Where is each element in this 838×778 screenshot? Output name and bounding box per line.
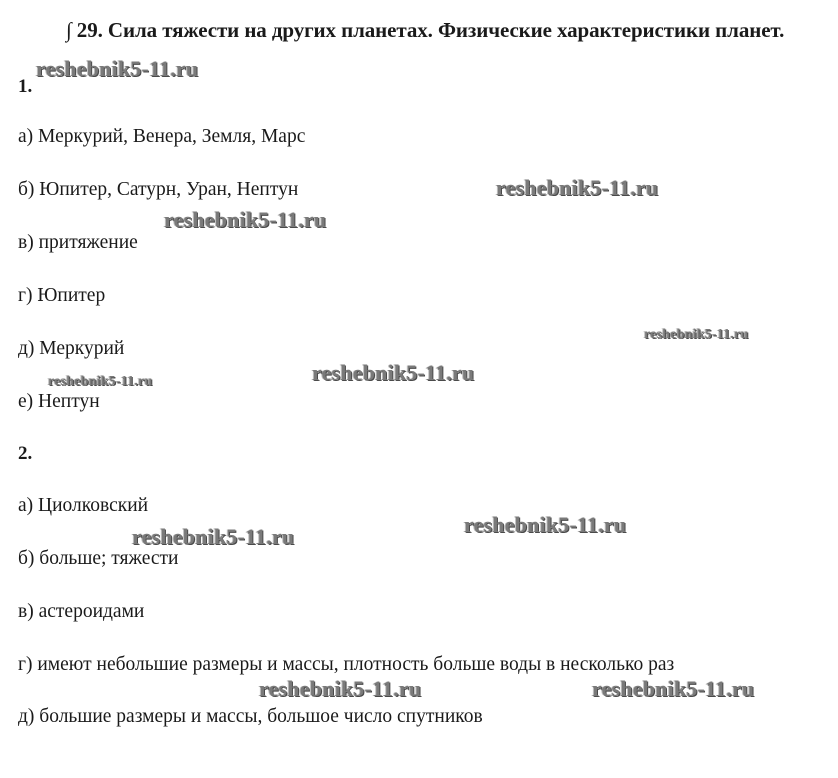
section-2-number: 2. xyxy=(18,443,33,464)
answer-2d: г) имеют небольшие размеры и массы, плотность больше воды в несколько раз xyxy=(18,654,675,675)
answer-1d: г) Юпитер xyxy=(18,285,106,306)
watermark: reshebnik5-11.ru xyxy=(496,175,659,200)
section-1-number: 1. xyxy=(18,76,33,97)
watermark: reshebnik5-11.ru xyxy=(464,512,627,537)
answer-1f: е) Нептун xyxy=(18,391,100,412)
answer-1e: д) Меркурий xyxy=(18,338,125,359)
watermark: reshebnik5-11.ru xyxy=(132,524,295,549)
answer-1a: а) Меркурий, Венера, Земля, Марс xyxy=(18,126,306,147)
answer-2e: д) большие размеры и массы, большое число спутников xyxy=(18,706,483,727)
watermark: reshebnik5-11.ru xyxy=(164,207,327,232)
watermark: reshebnik5-11.ru xyxy=(592,676,755,701)
answer-2c: в) астероидами xyxy=(18,601,145,622)
watermark: reshebnik5-11.ru xyxy=(48,374,153,389)
answer-1b: б) Юпитер, Сатурн, Уран, Нептун xyxy=(18,179,299,200)
watermark: reshebnik5-11.ru xyxy=(36,56,199,81)
answer-2b: б) больше; тяжести xyxy=(18,548,179,569)
answer-1c: в) притяжение xyxy=(18,232,138,253)
watermark: reshebnik5-11.ru xyxy=(644,327,749,342)
document-title: ∫ 29. Сила тяжести на других планетах. Физические характеристики планет. xyxy=(66,18,785,42)
watermark: reshebnik5-11.ru xyxy=(259,676,422,701)
watermark: reshebnik5-11.ru xyxy=(312,360,475,385)
answer-2a: а) Циолковский xyxy=(18,495,149,516)
